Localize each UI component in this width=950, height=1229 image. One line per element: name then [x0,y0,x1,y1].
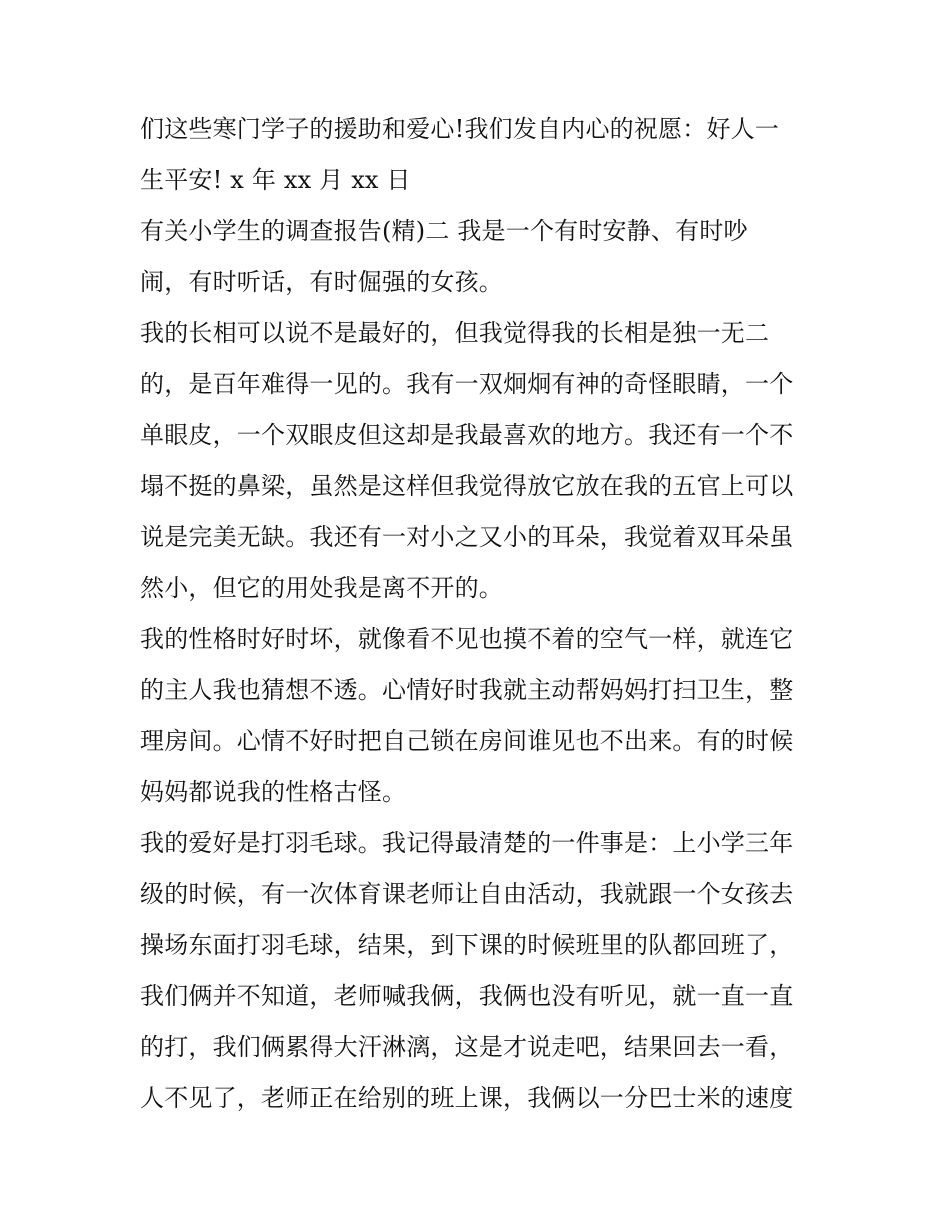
text-line: 们这些寒门学子的援助和爱心!我们发自内心的祝愿：好人一 [140,115,780,143]
text-line: 我们俩并不知道，老师喊我俩，我俩也没有听见，就一直一直 [140,982,794,1010]
text-line: 的，是百年难得一见的。我有一双炯炯有神的奇怪眼睛，一个 [140,370,794,398]
text-line: 操场东面打羽毛球，结果，到下课的时候班里的队都回班了， [140,931,794,959]
text-line: 说是完美无缺。我还有一对小之又小的耳朵，我觉着双耳朵虽 [140,523,794,551]
text-line: 生平安! x 年 xx 月 xx 日 [140,166,411,194]
text-line: 塌不挺的鼻梁，虽然是这样但我觉得放它放在我的五官上可以 [140,472,794,500]
text-line: 我的爱好是打羽毛球。我记得最清楚的一件事是：上小学三年 [140,829,794,857]
text-line: 级的时候，有一次体育课老师让自由活动，我就跟一个女孩去 [140,880,794,908]
text-line: 的打，我们俩累得大汗淋漓，这是才说走吧，结果回去一看， [140,1033,794,1061]
text-line: 理房间。心情不好时把自己锁在房间谁见也不出来。有的时候 [140,727,794,755]
text-line: 有关小学生的调查报告(精)二 我是一个有时安静、有时吵 [140,217,748,245]
text-line: 妈妈都说我的性格古怪。 [140,778,407,806]
text-line: 人不见了，老师正在给别的班上课，我俩以一分巴士米的速度 [140,1084,794,1112]
text-line: 单眼皮，一个双眼皮但这却是我最喜欢的地方。我还有一个不 [140,421,794,449]
text-line: 我的长相可以说不是最好的，但我觉得我的长相是独一无二 [140,319,770,347]
text-line: 然小，但它的用处我是离不开的。 [140,574,503,602]
text-line: 的主人我也猜想不透。心情好时我就主动帮妈妈打扫卫生，整 [140,676,794,704]
text-line: 闹，有时听话，有时倔强的女孩。 [140,268,503,296]
text-line: 我的性格时好时坏，就像看不见也摸不着的空气一样，就连它 [140,625,794,653]
